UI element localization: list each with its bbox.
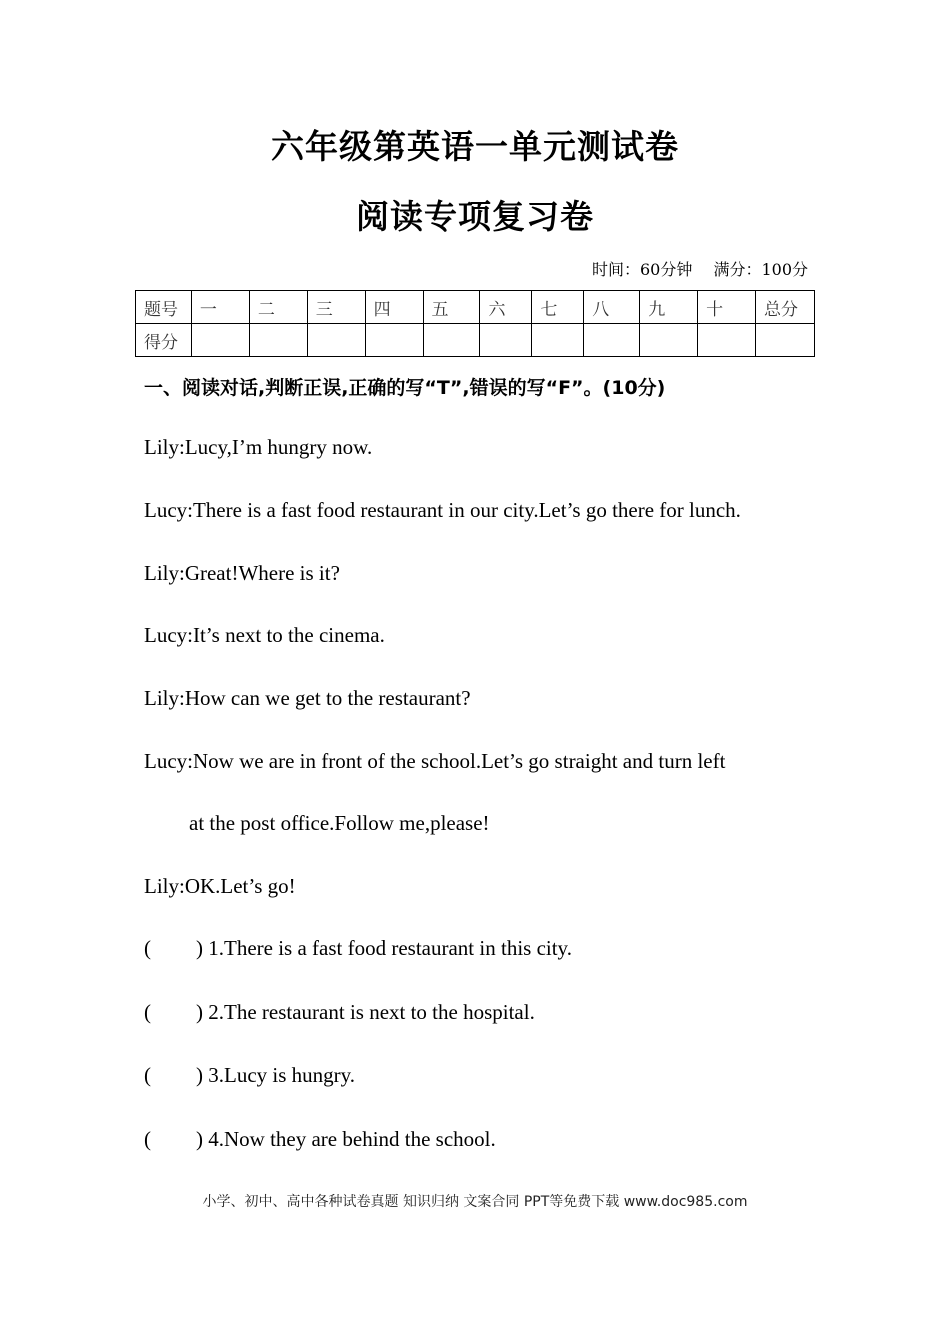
question-text: 3.Lucy is hungry.: [208, 1063, 356, 1087]
score-input-cell[interactable]: [532, 324, 584, 357]
section-heading: 一、阅读对话,判断正误,正确的写“T”,错误的写“F”。(10分): [144, 377, 666, 399]
score-input-cell[interactable]: [423, 324, 480, 357]
question-item: [144, 1000, 535, 1025]
score-table-cell: 总分: [756, 291, 815, 324]
dialogue-line: Lucy:It’s next to the cinema.: [144, 623, 385, 647]
score-input-cell[interactable]: [249, 324, 307, 357]
score-table-cell: 题号: [136, 291, 192, 324]
answer-blank[interactable]: (: [144, 936, 151, 960]
dialogue-line: Lucy:Now we are in front of the school.Let’s go straight and turn left: [144, 749, 726, 773]
score-table: [135, 290, 815, 357]
question-text: 1.There is a fast food restaurant in this city.: [208, 936, 572, 960]
page-subtitle: 阅读专项复习卷: [356, 197, 594, 236]
score-table-cell: 二: [249, 291, 307, 324]
page-footer: 小学、初中、高中各种试卷真题 知识归纳 文案合同 PPT等免费下载 www.doc985.com: [202, 1194, 748, 1210]
answer-blank-close: ): [196, 1127, 203, 1151]
dialogue-line: Lucy:There is a fast food restaurant in our city.Let’s go there for lunch.: [144, 498, 741, 522]
question-item: [144, 1127, 496, 1152]
score-input-cell[interactable]: [640, 324, 698, 357]
score-table-cell: 七: [532, 291, 584, 324]
score-table-cell: 十: [698, 291, 756, 324]
score-input-cell[interactable]: [191, 324, 249, 357]
exam-full-score: 满分：100分: [713, 260, 808, 279]
answer-blank-close: ): [196, 936, 203, 960]
question-text: 4.Now they are behind the school.: [208, 1127, 496, 1151]
question-item: [144, 936, 572, 961]
page-title: 六年级第英语一单元测试卷: [271, 127, 679, 166]
score-table-cell: 五: [423, 291, 480, 324]
score-table-cell: 九: [640, 291, 698, 324]
score-input-cell[interactable]: [365, 324, 423, 357]
answer-blank-close: ): [196, 1063, 203, 1087]
question-item: [144, 1063, 355, 1088]
answer-blank[interactable]: (: [144, 1127, 151, 1151]
score-table-header-row: [136, 291, 815, 324]
exam-meta: [588, 257, 808, 280]
dialogue-line: Lily:How can we get to the restaurant?: [144, 686, 471, 710]
dialogue-line: at the post office.Follow me,please!: [189, 811, 490, 835]
score-input-cell[interactable]: [756, 324, 815, 357]
answer-blank-close: ): [196, 1000, 203, 1024]
dialogue-line: Lily:Great!Where is it?: [144, 561, 340, 585]
score-table-cell: 八: [584, 291, 640, 324]
dialogue-line: Lily:Lucy,I’m hungry now.: [144, 435, 373, 459]
answer-blank[interactable]: (: [144, 1063, 151, 1087]
score-table-cell: 得分: [136, 324, 192, 357]
score-input-cell[interactable]: [307, 324, 365, 357]
score-table-score-row: [136, 324, 815, 357]
dialogue-line: Lily:OK.Let’s go!: [144, 874, 296, 898]
score-table-cell: 六: [480, 291, 532, 324]
score-table-cell: 三: [307, 291, 365, 324]
score-table-cell: 一: [191, 291, 249, 324]
score-input-cell[interactable]: [584, 324, 640, 357]
score-input-cell[interactable]: [698, 324, 756, 357]
exam-time: 时间：60分钟: [591, 260, 693, 279]
score-input-cell[interactable]: [480, 324, 532, 357]
answer-blank[interactable]: (: [144, 1000, 151, 1024]
score-table-cell: 四: [365, 291, 423, 324]
question-text: 2.The restaurant is next to the hospital.: [208, 1000, 535, 1024]
